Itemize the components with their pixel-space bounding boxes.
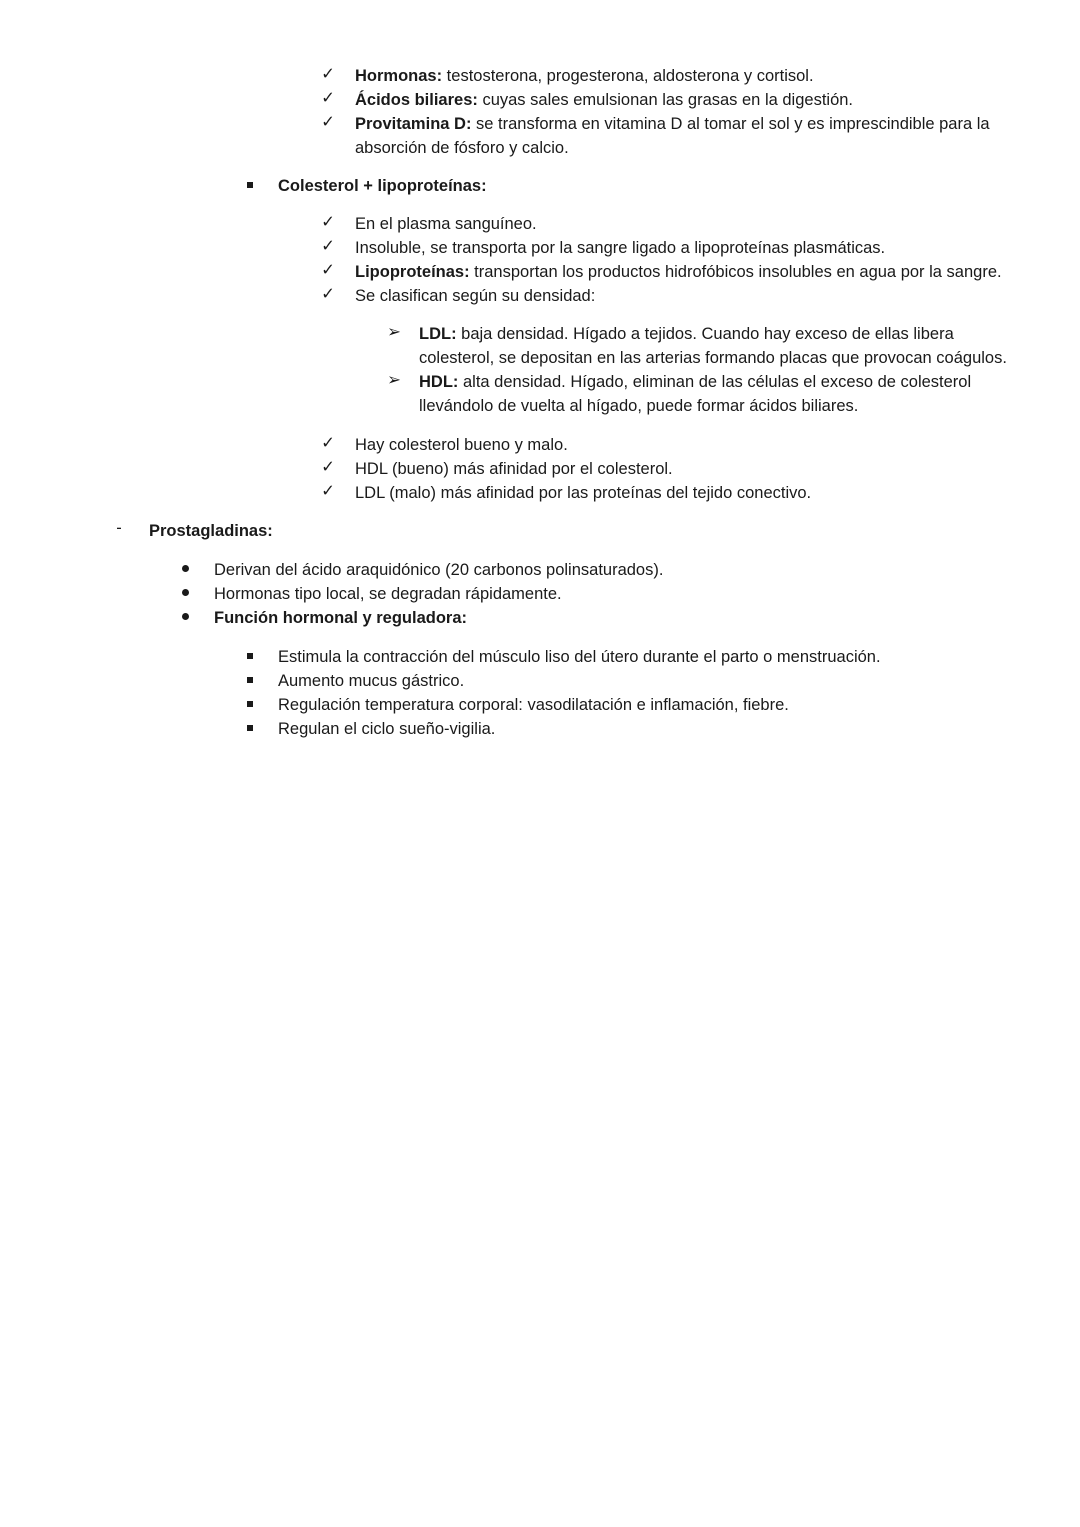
dot-bullet-icon (174, 558, 196, 577)
check-icon: ✓ (321, 458, 335, 476)
list-item: Lipoproteínas: transportan los productos hidrofóbicos insolubles en agua por la sangre. (355, 263, 1002, 281)
list-item: LDL: baja densidad. Hígado a tejidos. Cuando hay exceso de ellas libera colesterol, se depositan en las arterias formando placas que provocan coágulos. (419, 325, 1007, 367)
list-item: HDL: alta densidad. Hígado, eliminan de las células el exceso de colesterol llevándolo de vuelta al hígado, puede formar ácidos biliares. (419, 373, 972, 415)
list-item: Función hormonal y reguladora: (214, 609, 468, 627)
check-icon: ✓ (321, 237, 335, 255)
dash-bullet: - (116, 519, 122, 537)
list-item: Regulan el ciclo sueño-vigilia. (278, 720, 496, 738)
list-item: Se clasifican según su densidad: (355, 287, 596, 305)
list-item: Regulación temperatura corporal: vasodilatación e inflamación, fiebre. (278, 696, 789, 714)
list-item: HDL (bueno) más afinidad por el colesterol. (355, 460, 673, 478)
square-bullet-icon (239, 717, 261, 736)
arrow-bullet-icon: ➢ (387, 323, 401, 341)
check-icon: ✓ (321, 65, 335, 83)
section-heading: Colesterol + lipoproteínas: (278, 177, 487, 195)
check-icon: ✓ (321, 89, 335, 107)
list-item: Ácidos biliares: cuyas sales emulsionan las grasas en la digestión. (355, 91, 854, 109)
arrow-bullet-icon: ➢ (387, 371, 401, 389)
check-icon: ✓ (321, 113, 335, 131)
square-bullet-icon (239, 645, 261, 664)
list-item: Insoluble, se transporta por la sangre ligado a lipoproteínas plasmáticas. (355, 239, 886, 257)
list-item: En el plasma sanguíneo. (355, 215, 537, 233)
square-bullet-icon (239, 669, 261, 688)
dot-bullet-icon (174, 582, 196, 601)
square-bullet-icon (239, 693, 261, 712)
list-item: Provitamina D: se transforma en vitamina D al tomar el sol y es imprescindible para la absorción de fósforo y calcio. (355, 115, 990, 157)
check-icon: ✓ (321, 434, 335, 452)
list-item: Derivan del ácido araquidónico (20 carbonos polinsaturados). (214, 561, 664, 579)
list-item: Hormonas tipo local, se degradan rápidamente. (214, 585, 562, 603)
list-item: Hormonas: testosterona, progesterona, aldosterona y cortisol. (355, 67, 814, 85)
list-item: Estimula la contracción del músculo liso del útero durante el parto o menstruación. (278, 648, 881, 666)
check-icon: ✓ (321, 261, 335, 279)
square-bullet-icon (239, 174, 261, 193)
check-icon: ✓ (321, 213, 335, 231)
check-icon: ✓ (321, 285, 335, 303)
list-item: LDL (malo) más afinidad por las proteínas del tejido conectivo. (355, 484, 812, 502)
list-item: Hay colesterol bueno y malo. (355, 436, 568, 454)
dot-bullet-icon (174, 606, 196, 625)
check-icon: ✓ (321, 482, 335, 500)
section-heading: Prostagladinas: (149, 522, 273, 540)
list-item: Aumento mucus gástrico. (278, 672, 465, 690)
